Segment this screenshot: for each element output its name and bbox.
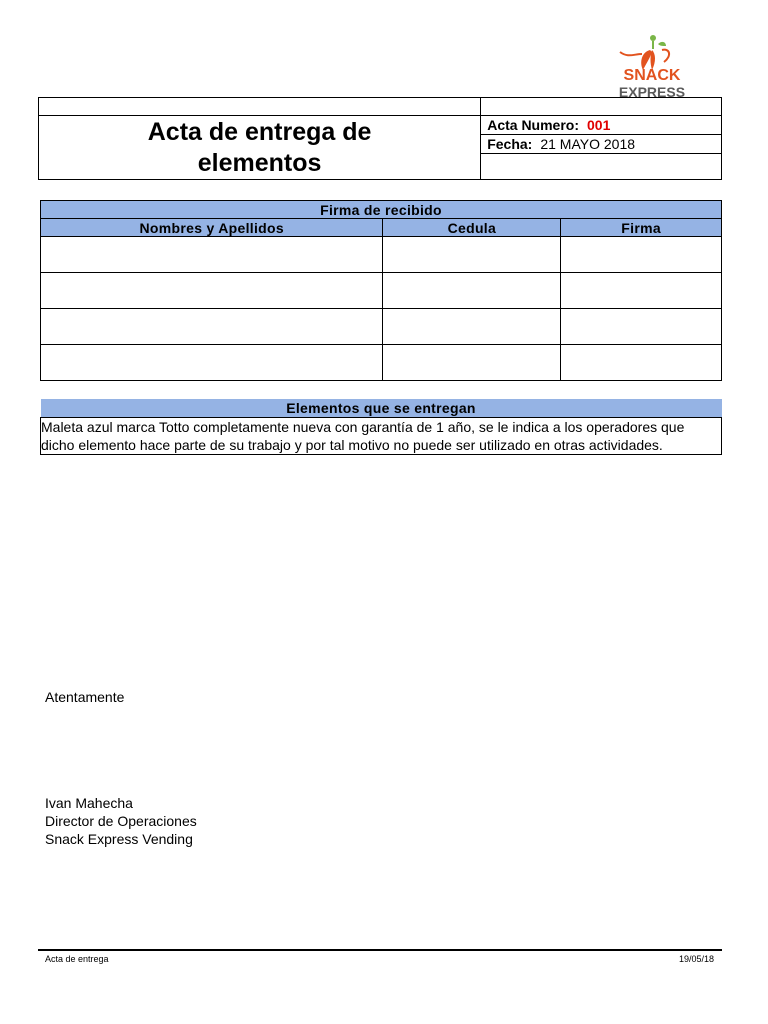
table-row — [41, 345, 722, 381]
elementos-description: Maleta azul marca Totto completamente nueva con garantía de 1 año, se le indica a los operadores que dicho elemento hace parte de su trabajo y por tal motivo no puede ser utilizado en otras actividades. — [41, 418, 722, 455]
acta-numero-value: 001 — [587, 117, 611, 133]
header-table — [38, 97, 722, 180]
footer-left-text: Acta de entrega — [45, 954, 109, 964]
signer-company: Snack Express Vending — [45, 831, 193, 847]
table-row — [41, 237, 722, 273]
cedula-cell — [383, 309, 561, 345]
nombres-cell — [41, 237, 383, 273]
salutation: Atentamente — [45, 689, 125, 705]
logo-text-snack: SNACK — [623, 67, 681, 84]
logo-text-express: EXPRESS — [618, 84, 686, 100]
cedula-cell — [383, 237, 561, 273]
nombres-cell — [41, 309, 383, 345]
document-title — [39, 116, 481, 180]
elementos-table — [40, 399, 722, 455]
column-header-cedula: Cedula — [383, 219, 561, 237]
fecha-value: 21 MAYO 2018 — [540, 136, 636, 152]
signer-name: Ivan Mahecha — [45, 795, 133, 811]
column-header-firma: Firma — [561, 219, 722, 237]
title-line-1: Acta de entrega de — [147, 117, 372, 146]
acta-numero-cell — [481, 116, 722, 135]
nombres-cell — [41, 345, 383, 381]
firma-table-title: Firma de recibido — [41, 201, 722, 219]
firma-table — [40, 200, 722, 381]
header-empty-left — [39, 98, 481, 116]
firma-cell — [561, 309, 722, 345]
cedula-cell — [383, 345, 561, 381]
cedula-cell — [383, 273, 561, 309]
footer-divider — [38, 949, 722, 951]
footer-date: 19/05/18 — [678, 954, 714, 964]
table-row — [41, 309, 722, 345]
signer-role: Director de Operaciones — [45, 813, 197, 829]
fecha-cell — [481, 135, 722, 154]
elementos-title: Elementos que se entregan — [41, 399, 722, 418]
firma-cell — [561, 273, 722, 309]
title-line-2: elementos — [197, 148, 322, 177]
nombres-cell — [41, 273, 383, 309]
snack-express-logo — [612, 28, 692, 102]
table-row — [41, 273, 722, 309]
header-empty-meta — [481, 154, 722, 180]
header-empty-right — [481, 98, 722, 116]
column-header-nombres: Nombres y Apellidos — [41, 219, 383, 237]
fecha-label: Fecha: — [487, 136, 533, 152]
firma-cell — [561, 345, 722, 381]
acta-numero-label: Acta Numero: — [487, 117, 579, 133]
firma-cell — [561, 237, 722, 273]
